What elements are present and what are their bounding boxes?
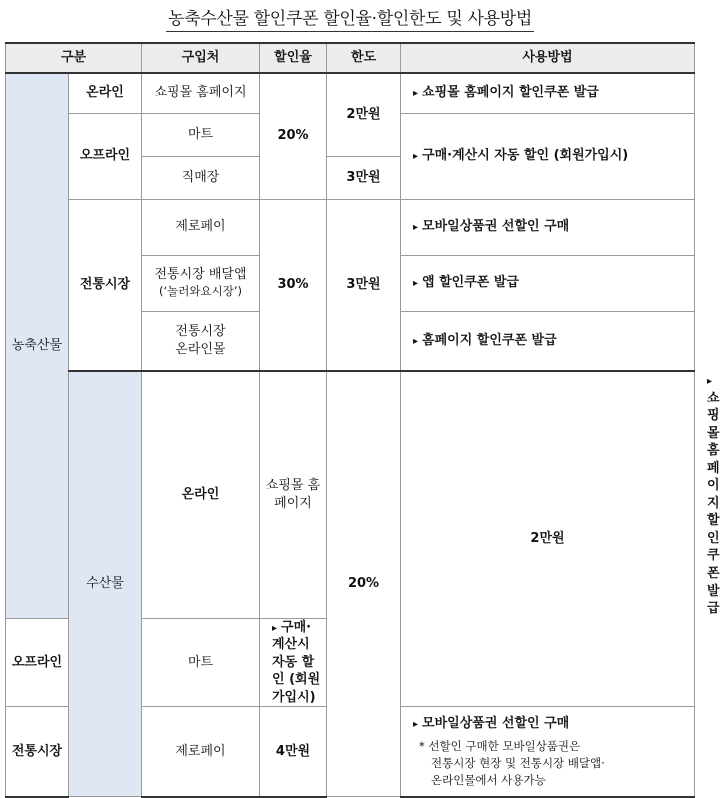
limit-cell: 2만원 [327, 73, 401, 156]
table-row [6, 199, 695, 255]
header-category: 구분 [6, 43, 142, 73]
store-cell: 전통시장 온라인몰 [142, 311, 260, 371]
header-rate: 할인율 [260, 43, 327, 73]
discount-table [5, 42, 720, 798]
store-cell: 쇼핑몰 홈페이지 [142, 73, 260, 113]
header-store: 구입처 [142, 43, 260, 73]
subcategory-online: 온라인 [69, 73, 142, 113]
store-cell: 마트 [142, 113, 260, 156]
limit-cell: 4만원 [260, 707, 327, 797]
store-cell: 직매장 [142, 156, 260, 199]
usage-cell: ▸ 모바일상품권 선할인 구매 * 선할인 구매한 모바일상품권은 전통시장 현장 및 전통시장 배달앱· 온라인몰에서 사용가능 [401, 707, 695, 797]
bullet-icon: ▸ [272, 622, 278, 634]
store-cell: 마트 [142, 618, 260, 707]
rate-cell: 30% [260, 199, 327, 371]
usage-cell: ▸ 모바일상품권 선할인 구매 [401, 199, 695, 255]
category-agri: 농축산물 [6, 73, 69, 618]
bullet-icon: ▸ [413, 151, 419, 163]
page-title [0, 4, 700, 29]
header-limit: 한도 [327, 43, 401, 73]
rate-cell: 20% [260, 73, 327, 199]
store-cell: 제로페이 [142, 707, 260, 797]
rate-cell: 20% [327, 371, 401, 797]
limit-cell: 2만원 [401, 371, 695, 707]
limit-cell: 3만원 [327, 199, 401, 371]
bullet-icon: ▸ [413, 335, 419, 347]
subcategory-market: 전통시장 [6, 707, 69, 797]
bullet-icon: ▸ [707, 376, 713, 387]
store-cell: 쇼핑몰 홈페이지 [260, 371, 327, 618]
limit-cell: 3만원 [327, 156, 401, 199]
bullet-icon: ▸ [413, 222, 419, 234]
usage-cell: ▸ 구매·계산시 자동 할인 (회원가입시) [260, 618, 327, 707]
usage-cell: ▸ 홈페이지 할인쿠폰 발급 [401, 311, 695, 371]
bullet-icon: ▸ [413, 278, 419, 290]
usage-cell: ▸ 앱 할인쿠폰 발급 [401, 255, 695, 311]
bullet-icon: ▸ [413, 718, 419, 730]
category-sea: 수산물 [69, 371, 142, 797]
usage-cell: ▸ 구매·계산시 자동 할인 (회원가입시) [401, 113, 695, 199]
store-cell: 제로페이 [142, 199, 260, 255]
usage-cell: ▸ 쇼핑몰 홈페이지 할인쿠폰 발급 [401, 73, 695, 113]
bullet-icon: ▸ [413, 88, 419, 100]
store-cell: 전통시장 배달앱 (‘놀러와요시장’) [142, 255, 260, 311]
header-usage: 사용방법 [401, 43, 695, 73]
usage-note: * 선할인 구매한 모바일상품권은 전통시장 현장 및 전통시장 배달앱· 온라인몰에서 사용가능 [419, 739, 605, 787]
subcategory-offline: 오프라인 [69, 113, 142, 199]
table-row [6, 73, 695, 113]
header-row [6, 43, 695, 73]
subcategory-offline: 오프라인 [6, 618, 69, 707]
subcategory-online: 온라인 [142, 371, 260, 618]
table-row: 수산물 온라인 쇼핑몰 홈페이지 20% 2만원 ▸쇼핑몰 홈페이지 할인쿠폰 발급 [6, 371, 695, 618]
title-text: 농축수산물 할인쿠폰 할인율·할인한도 및 사용방법 [166, 9, 534, 32]
subcategory-market: 전통시장 [69, 199, 142, 371]
